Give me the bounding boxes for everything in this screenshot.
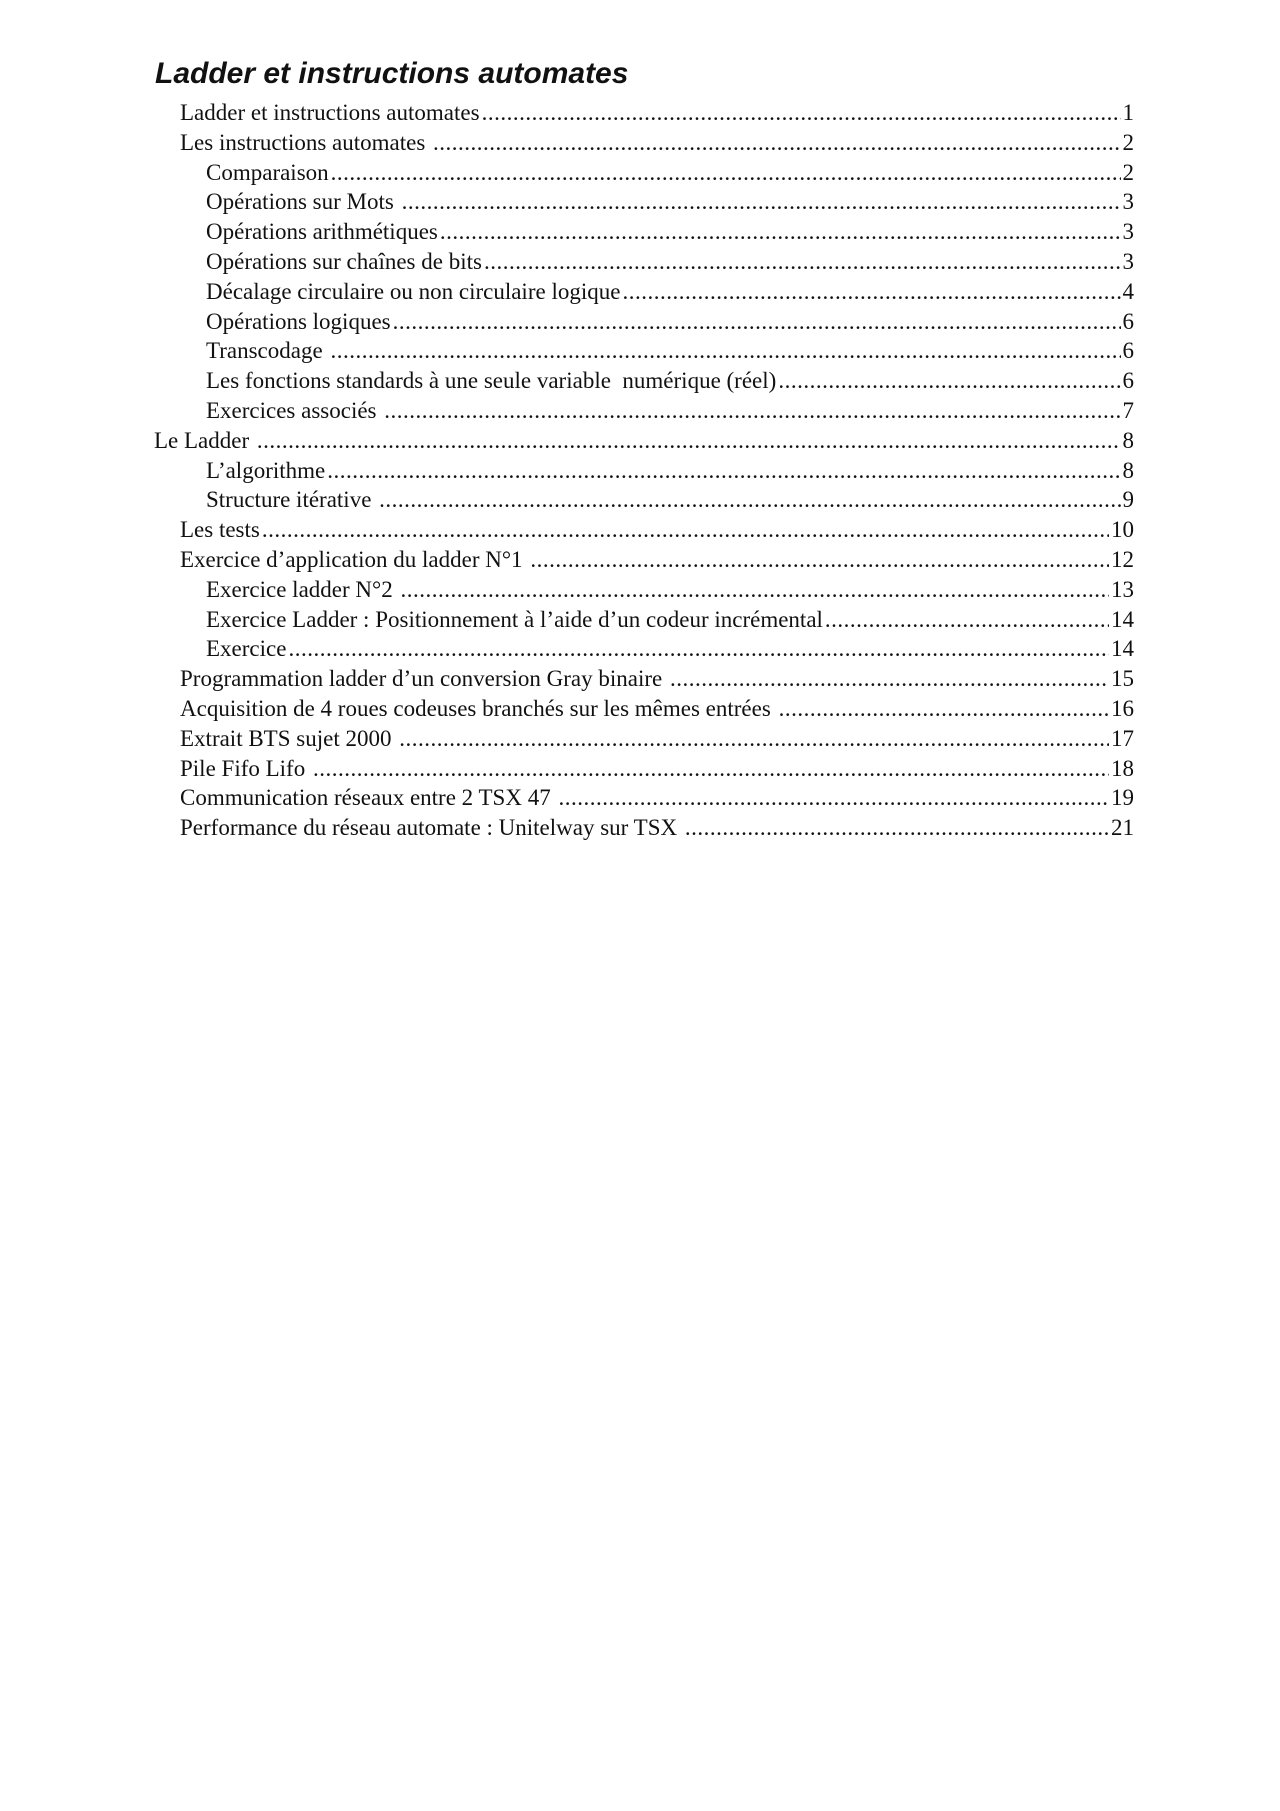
toc-dot-leader — [330, 336, 1120, 366]
toc-entry-page-number: 19 — [1111, 785, 1134, 811]
toc-entry-page-number: 16 — [1111, 695, 1134, 721]
toc-entry-page-number: 21 — [1111, 815, 1134, 841]
toc-entry-page-number: 1 — [1122, 100, 1134, 125]
toc-entry-page-number: 12 — [1111, 546, 1134, 572]
toc-title: Ladder et instructions automates — [155, 57, 629, 90]
toc-entry-title: Exercice ladder N°2 — [206, 576, 399, 602]
toc-entry-title: L’algorithme — [206, 457, 326, 483]
toc-entry-title: Les instructions automates — [180, 129, 432, 155]
toc-entry[interactable] — [206, 336, 1134, 366]
toc-entry-title: Les tests — [180, 517, 260, 543]
toc-entry-page-number: 6 — [1122, 368, 1134, 394]
toc-entry-page-number: 8 — [1122, 457, 1134, 483]
toc-dot-leader — [484, 247, 1121, 277]
toc-entry-title: Extrait BTS sujet 2000 — [180, 725, 398, 751]
toc-dot-leader — [384, 396, 1120, 426]
toc-entry[interactable] — [180, 694, 1134, 724]
toc-dot-leader — [262, 515, 1109, 545]
toc-entry-title: Les fonctions standards à une seule variable numérique (réel) — [206, 368, 777, 394]
toc-entry[interactable] — [180, 783, 1134, 813]
toc-entry-title: Ladder et instructions automates — [180, 100, 480, 125]
toc-dot-leader — [393, 307, 1121, 337]
toc-entry-page-number: 7 — [1122, 397, 1134, 423]
toc-entry[interactable] — [180, 515, 1134, 545]
toc-dot-leader — [379, 485, 1120, 515]
toc-entry-title: Pile Fifo Lifo — [180, 755, 311, 781]
toc-entry-title: Exercices associés — [206, 397, 383, 423]
toc-entry[interactable] — [180, 724, 1134, 754]
toc-dot-leader — [433, 128, 1120, 158]
toc-entry-page-number: 3 — [1122, 219, 1134, 245]
toc-dot-leader — [400, 575, 1109, 605]
toc-entry-title: Opérations sur chaînes de bits — [206, 248, 482, 274]
toc-entry[interactable] — [180, 754, 1134, 784]
toc-entry-title: Acquisition de 4 roues codeuses branchés sur les mêmes entrées — [180, 695, 777, 721]
toc-dot-leader — [778, 366, 1120, 396]
toc-entry[interactable] — [206, 247, 1134, 277]
toc-entry-title: Exercice Ladder : Positionnement à l’aide d’un codeur incrémental — [206, 606, 823, 632]
toc-entry-page-number: 14 — [1111, 636, 1134, 662]
toc-entry[interactable] — [206, 187, 1134, 217]
toc-dot-leader — [402, 187, 1121, 217]
toc-entry-title: Performance du réseau automate : Unitelway sur TSX — [180, 815, 683, 841]
table-of-contents — [0, 98, 1280, 843]
toc-entry-title: Exercice — [206, 636, 287, 662]
toc-entry-title: Communication réseaux entre 2 TSX 47 — [180, 785, 557, 811]
toc-entry-page-number: 15 — [1111, 666, 1134, 692]
toc-dot-leader — [257, 426, 1121, 456]
toc-dot-leader — [399, 724, 1109, 754]
toc-entry[interactable] — [206, 158, 1134, 188]
toc-dot-leader — [440, 217, 1121, 247]
toc-entry-title: Le Ladder — [154, 427, 255, 453]
toc-entry[interactable] — [206, 575, 1134, 605]
toc-entry[interactable] — [206, 605, 1134, 635]
toc-entry-page-number: 8 — [1122, 427, 1134, 453]
toc-entry[interactable] — [206, 307, 1134, 337]
toc-entry[interactable] — [180, 128, 1134, 158]
toc-entry-title: Exercice d’application du ladder N°1 — [180, 546, 529, 572]
toc-entry[interactable] — [206, 485, 1134, 515]
toc-dot-leader — [685, 813, 1109, 843]
toc-entry[interactable] — [206, 366, 1134, 396]
toc-dot-leader — [622, 277, 1120, 307]
toc-dot-leader — [670, 664, 1109, 694]
toc-entry-title: Comparaison — [206, 159, 329, 185]
toc-dot-leader — [482, 98, 1121, 128]
toc-entry-page-number: 17 — [1111, 725, 1134, 751]
toc-entry-page-number: 2 — [1122, 159, 1134, 185]
toc-dot-leader — [331, 158, 1121, 188]
toc-entry-page-number: 13 — [1111, 576, 1134, 602]
toc-entry-title: Opérations arithmétiques — [206, 219, 438, 245]
toc-entry-title: Opérations logiques — [206, 308, 391, 334]
toc-entry-page-number: 9 — [1122, 487, 1134, 513]
toc-entry-page-number: 10 — [1111, 517, 1134, 543]
toc-entry-title: Transcodage — [206, 338, 329, 364]
toc-dot-leader — [825, 605, 1109, 635]
toc-entry[interactable] — [206, 634, 1134, 664]
toc-dot-leader — [327, 456, 1120, 486]
toc-entry-page-number: 4 — [1122, 278, 1134, 304]
toc-entry-title: Programmation ladder d’un conversion Gray binaire — [180, 666, 668, 692]
toc-dot-leader — [313, 754, 1109, 784]
toc-entry-page-number: 14 — [1111, 606, 1134, 632]
toc-entry[interactable] — [154, 426, 1134, 456]
toc-dot-leader — [558, 783, 1109, 813]
toc-entry-page-number: 3 — [1122, 189, 1134, 215]
toc-entry-page-number: 2 — [1122, 129, 1134, 155]
toc-dot-leader — [779, 694, 1109, 724]
toc-entry-page-number: 6 — [1122, 308, 1134, 334]
toc-entry-title: Structure itérative — [206, 487, 378, 513]
toc-entry[interactable] — [206, 277, 1134, 307]
toc-entry[interactable] — [206, 456, 1134, 486]
toc-entry-title: Opérations sur Mots — [206, 189, 400, 215]
toc-dot-leader — [288, 634, 1109, 664]
toc-entry[interactable] — [180, 813, 1134, 843]
toc-entry-page-number: 18 — [1111, 755, 1134, 781]
toc-entry[interactable] — [206, 217, 1134, 247]
toc-dot-leader — [530, 545, 1109, 575]
toc-entry-page-number: 6 — [1122, 338, 1134, 364]
toc-entry[interactable] — [180, 545, 1134, 575]
toc-entry[interactable] — [180, 664, 1134, 694]
toc-entry[interactable] — [180, 98, 1134, 128]
toc-entry-page-number: 3 — [1122, 248, 1134, 274]
toc-entry-title: Décalage circulaire ou non circulaire logique — [206, 278, 621, 304]
toc-entry[interactable] — [206, 396, 1134, 426]
